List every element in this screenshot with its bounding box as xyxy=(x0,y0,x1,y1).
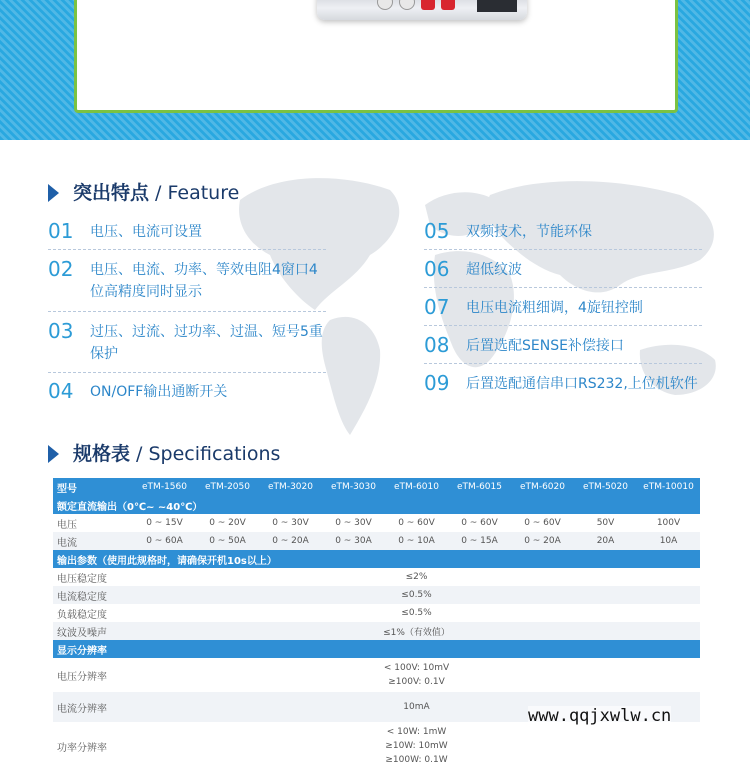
feature-number: 01 xyxy=(48,219,74,243)
table-cell: 0 ~ 30A xyxy=(322,532,385,550)
table-cell: 0 ~ 60V xyxy=(398,518,435,528)
divider xyxy=(424,287,702,288)
row-label: 功率分辨率 xyxy=(57,742,107,754)
product-image-panel xyxy=(74,0,678,113)
table-cell: ≤0.5% xyxy=(401,608,432,618)
model-cell: eTM-3030 xyxy=(322,478,385,496)
feature-item-07 xyxy=(424,296,714,319)
knob-icon xyxy=(377,0,393,10)
table-row-current xyxy=(53,532,700,550)
feature-item-04 xyxy=(48,380,328,403)
feature-title-sep: / xyxy=(149,182,168,204)
divider xyxy=(48,311,326,312)
table-cell: 0 ~ 60V xyxy=(524,518,561,528)
section-row-resolution xyxy=(53,640,700,658)
row-label: 电压 xyxy=(57,519,77,531)
table-row-param xyxy=(53,604,700,622)
feature-number: 09 xyxy=(424,371,450,395)
feature-section-title xyxy=(48,178,239,205)
feature-item-09 xyxy=(424,372,714,395)
table-cell: 0 ~ 20A xyxy=(259,532,322,550)
feature-text: 电压电流粗细调，4旋钮控制 xyxy=(466,300,643,316)
row-label: 电流稳定度 xyxy=(53,586,133,604)
section-label: 额定直流输出（0℃~ ~40℃） xyxy=(53,496,700,514)
table-row-voltage-resolution xyxy=(53,658,700,692)
feature-title-en: Feature xyxy=(167,182,240,204)
table-cell xyxy=(133,658,700,692)
model-cell: eTM-10010 xyxy=(637,478,700,496)
row-label: 电流分辨率 xyxy=(53,692,133,722)
cell-line: < 100V: 10mV xyxy=(383,663,450,673)
table-cell: 50V xyxy=(596,518,615,528)
table-row-param xyxy=(53,568,700,586)
feature-item-08 xyxy=(424,334,704,357)
model-header-label: 型号 xyxy=(53,478,133,496)
table-cell: 0 ~ 15V xyxy=(146,518,183,528)
table-cell: ≤2% xyxy=(405,572,428,582)
model-cell: eTM-6015 xyxy=(448,478,511,496)
feature-number: 08 xyxy=(424,333,450,357)
table-cell: 0 ~ 60V xyxy=(461,518,498,528)
divider xyxy=(424,249,702,250)
divider xyxy=(48,249,326,250)
feature-text: 电压、电流、功率、等效电阻4窗口4位高精度同时显示 xyxy=(90,262,318,300)
table-row-power-resolution xyxy=(53,722,700,770)
feature-number: 05 xyxy=(424,219,450,243)
watermark-text: www.qqjxwlw.cn xyxy=(528,706,672,726)
spec-title-cn: 规格表 xyxy=(73,443,131,465)
table-cell: 0 ~ 20V xyxy=(209,518,246,528)
table-header-row xyxy=(53,478,700,496)
section-label: 输出参数（使用此规格时，请确保开机10s以上） xyxy=(53,550,700,568)
section-label: 显示分辨率 xyxy=(53,640,700,658)
row-label: 纹波及噪声 xyxy=(53,622,133,640)
feature-text: ON/OFF输出通断开关 xyxy=(90,384,228,400)
triangle-bullet-icon xyxy=(48,184,59,202)
table-cell: 0 ~ 30V xyxy=(335,518,372,528)
feature-text: 双频技术，节能环保 xyxy=(466,224,592,240)
table-cell: 100V xyxy=(656,518,681,528)
feature-text: 后置选配SENSE补偿接口 xyxy=(466,338,624,354)
terminal-icon xyxy=(421,0,435,10)
feature-text: 超低纹波 xyxy=(466,262,522,278)
table-cell: 0 ~ 30V xyxy=(272,518,309,528)
feature-number: 07 xyxy=(424,295,450,319)
top-banner xyxy=(0,0,750,140)
feature-title-cn: 突出特点 xyxy=(73,182,150,204)
model-cell: eTM-3020 xyxy=(259,478,322,496)
table-row-param xyxy=(53,586,700,604)
display-icon xyxy=(477,0,517,12)
spec-section-title xyxy=(48,439,280,466)
cell-line: ≥100W: 0.1W xyxy=(385,755,448,765)
model-cell: eTM-5020 xyxy=(574,478,637,496)
table-cell: 0 ~ 60A xyxy=(133,532,196,550)
row-label: 电压稳定度 xyxy=(57,573,107,585)
divider xyxy=(424,325,702,326)
section-row-dc-output xyxy=(53,496,700,514)
feature-number: 06 xyxy=(424,257,450,281)
model-cell: eTM-2050 xyxy=(196,478,259,496)
feature-text: 电压、电流可设置 xyxy=(90,224,202,240)
model-cell: eTM-6010 xyxy=(385,478,448,496)
knob-icon xyxy=(399,0,415,10)
row-label: 电压分辨率 xyxy=(57,671,107,683)
model-cell: eTM-1560 xyxy=(133,478,196,496)
table-cell: 0 ~ 50A xyxy=(196,532,259,550)
feature-item-02 xyxy=(48,258,333,303)
triangle-bullet-icon xyxy=(48,445,59,463)
table-cell xyxy=(133,722,700,770)
table-cell: 10mA xyxy=(133,692,700,722)
feature-text: 过压、过流、过功率、过温、短号5重保护 xyxy=(90,324,323,362)
table-row-voltage xyxy=(53,514,700,532)
feature-number: 02 xyxy=(48,257,74,281)
table-row-param xyxy=(53,622,700,640)
feature-item-05 xyxy=(424,220,704,243)
spec-title-sep: / xyxy=(130,443,149,465)
table-cell: 0 ~ 15A xyxy=(448,532,511,550)
table-cell: 20A xyxy=(574,532,637,550)
feature-number: 03 xyxy=(48,319,74,343)
terminal-icon xyxy=(441,0,455,10)
table-cell: 10A xyxy=(637,532,700,550)
table-cell: 0 ~ 10A xyxy=(385,532,448,550)
divider xyxy=(424,363,702,364)
cell-line: < 10W: 1mW xyxy=(386,727,447,737)
section-row-output-params xyxy=(53,550,700,568)
table-cell: ≤0.5% xyxy=(133,586,700,604)
spec-title-en: Specifications xyxy=(148,443,281,465)
table-cell: 0 ~ 20A xyxy=(511,532,574,550)
feature-item-01 xyxy=(48,220,328,243)
model-cell: eTM-6020 xyxy=(511,478,574,496)
table-cell: ≤1%（有效值） xyxy=(133,622,700,640)
feature-number: 04 xyxy=(48,379,74,403)
row-label: 负载稳定度 xyxy=(57,609,107,621)
feature-text: 后置选配通信串口RS232,上位机软件 xyxy=(466,376,698,392)
divider xyxy=(48,372,326,373)
cell-line: ≥10W: 10mW xyxy=(385,741,448,751)
feature-item-03 xyxy=(48,320,333,365)
spec-table xyxy=(53,478,700,770)
feature-item-06 xyxy=(424,258,704,281)
power-supply-image xyxy=(317,0,527,20)
row-label: 电流 xyxy=(53,532,133,550)
cell-line: ≥100V: 0.1V xyxy=(388,677,445,687)
